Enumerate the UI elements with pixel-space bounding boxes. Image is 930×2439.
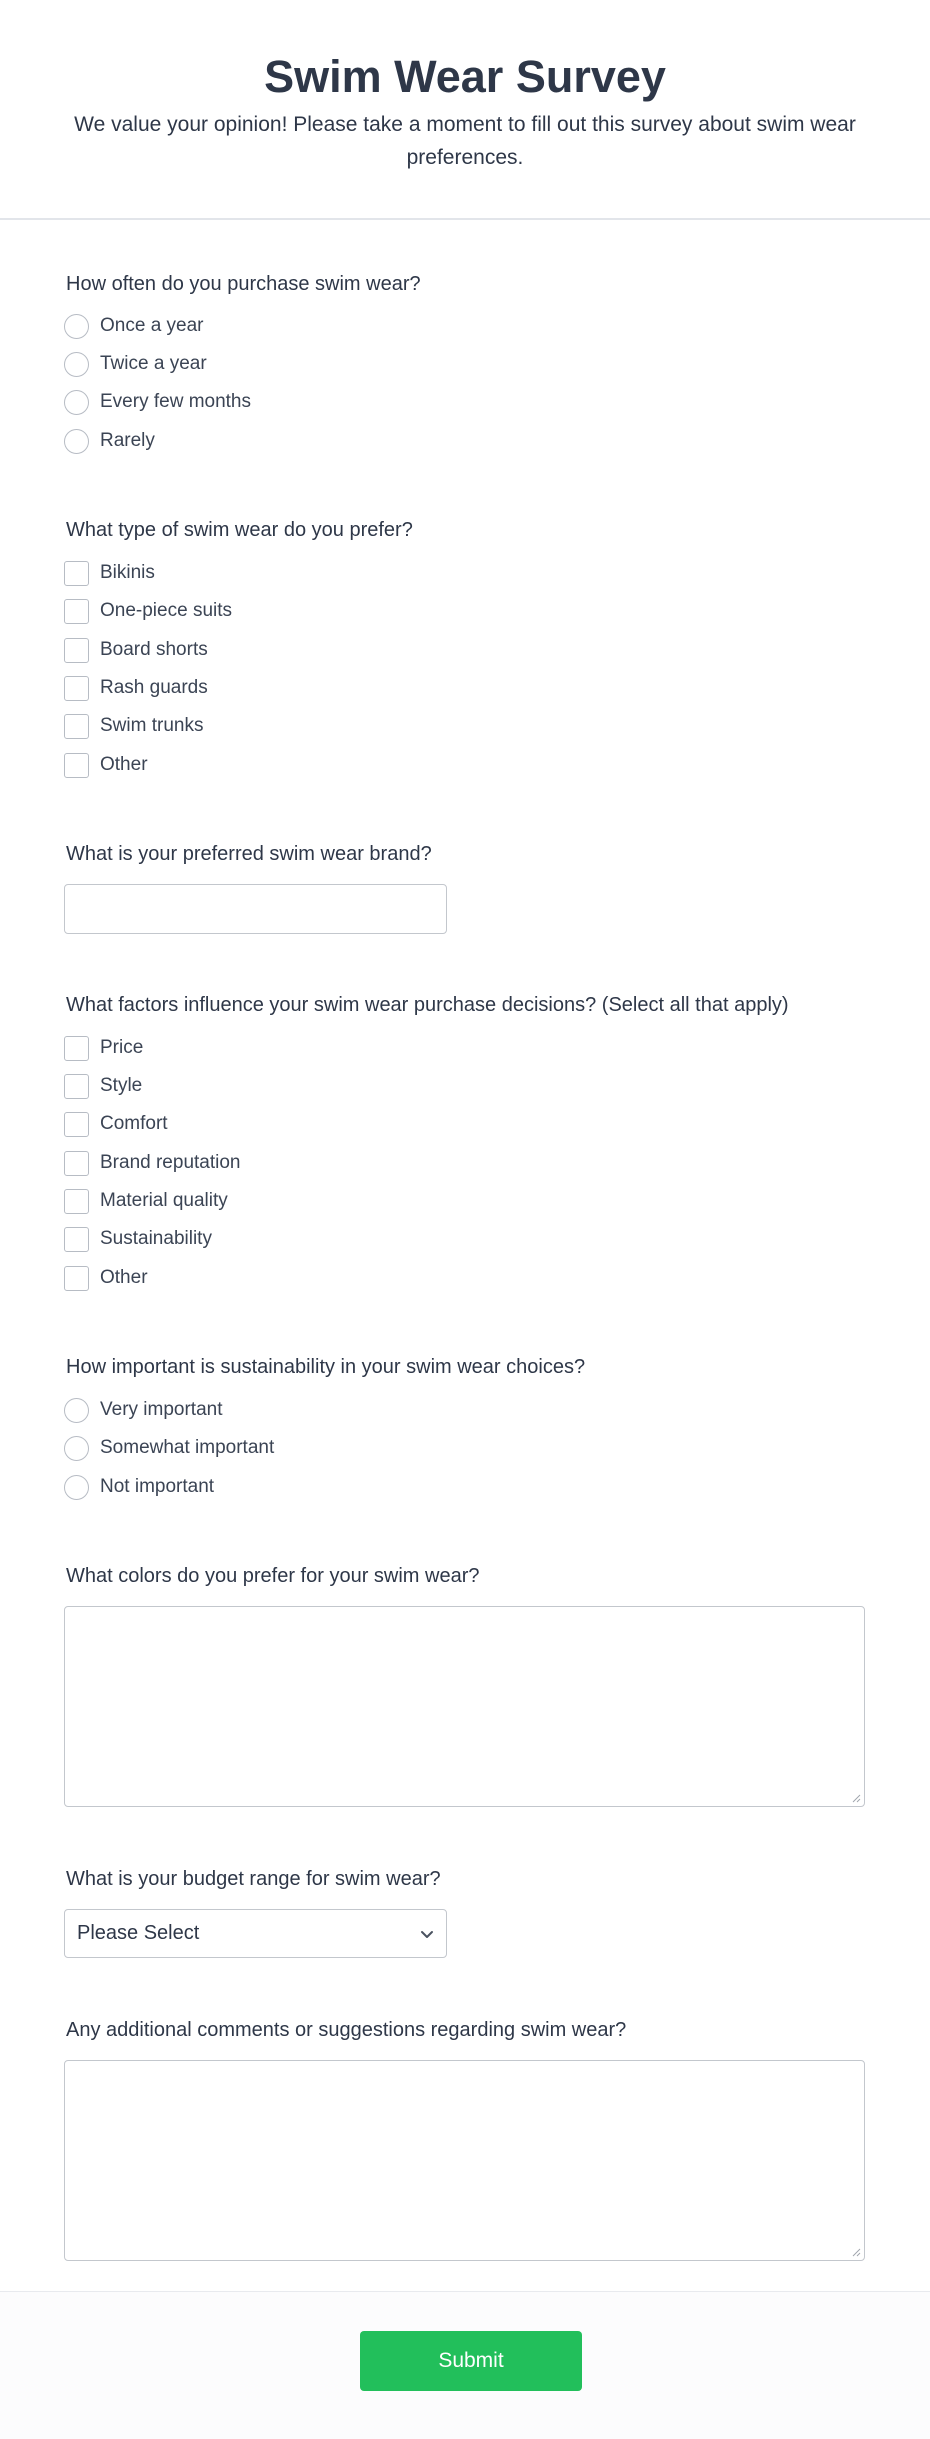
radio-option-twice-a-year[interactable] xyxy=(64,351,207,377)
question-frequency-label: How often do you purchase swim wear? xyxy=(66,273,421,295)
page-title: Swim Wear Survey xyxy=(264,51,666,102)
checkbox-option-board-shorts[interactable] xyxy=(64,637,208,663)
brand-input[interactable] xyxy=(64,884,447,934)
option-label: Every few months xyxy=(100,391,251,412)
checkbox-option-material-quality[interactable] xyxy=(64,1188,228,1214)
survey-header xyxy=(0,0,930,220)
option-label: Comfort xyxy=(100,1113,168,1134)
radio-option-very-important[interactable] xyxy=(64,1397,223,1423)
checkbox[interactable] xyxy=(64,1189,89,1214)
checkbox-option-brand-reputation[interactable] xyxy=(64,1150,241,1176)
checkbox[interactable] xyxy=(64,1036,89,1061)
checkbox[interactable] xyxy=(64,1266,89,1291)
option-label: Rash guards xyxy=(100,677,208,698)
checkbox[interactable] xyxy=(64,1074,89,1099)
radio-button[interactable] xyxy=(64,1436,89,1461)
option-label: Twice a year xyxy=(100,353,207,374)
radio-option-somewhat-important[interactable] xyxy=(64,1435,274,1461)
checkbox-option-price[interactable] xyxy=(64,1035,143,1061)
checkbox[interactable] xyxy=(64,638,89,663)
option-label: Sustainability xyxy=(100,1228,212,1249)
question-budget-label: What is your budget range for swim wear? xyxy=(66,1868,441,1890)
checkbox-option-comfort[interactable] xyxy=(64,1111,168,1137)
checkbox-option-other[interactable] xyxy=(64,752,148,778)
checkbox-option-bikinis[interactable] xyxy=(64,560,155,586)
checkbox[interactable] xyxy=(64,1227,89,1252)
option-label: Board shorts xyxy=(100,639,208,660)
checkbox-option-sustainability[interactable] xyxy=(64,1226,212,1252)
budget-select-value: Please Select xyxy=(77,1922,200,1944)
option-label: Style xyxy=(100,1075,143,1096)
radio-button[interactable] xyxy=(64,314,89,339)
question-colors-label: What colors do you prefer for your swim wear? xyxy=(66,1565,480,1587)
radio-button[interactable] xyxy=(64,352,89,377)
radio-button[interactable] xyxy=(64,429,89,454)
option-label: Price xyxy=(100,1037,144,1058)
checkbox-option-other[interactable] xyxy=(64,1265,148,1291)
budget-select[interactable] xyxy=(64,1909,447,1958)
option-label: Other xyxy=(100,1267,148,1288)
option-label: Bikinis xyxy=(100,562,155,583)
option-label: Brand reputation xyxy=(100,1152,241,1173)
option-label: Other xyxy=(100,754,148,775)
option-label: Very important xyxy=(100,1399,223,1420)
radio-option-every-few-months[interactable] xyxy=(64,389,251,415)
page-subtitle: We value your opinion! Please take a moment to fill out this survey about swim wear preferences. xyxy=(74,113,856,169)
option-label: Somewhat important xyxy=(100,1437,275,1458)
radio-button[interactable] xyxy=(64,390,89,415)
option-label: Rarely xyxy=(100,430,155,451)
resize-handle-icon[interactable] xyxy=(852,2248,861,2257)
radio-option-not-important[interactable] xyxy=(64,1474,214,1500)
radio-button[interactable] xyxy=(64,1398,89,1423)
checkbox-option-style[interactable] xyxy=(64,1073,142,1099)
radio-option-once-a-year[interactable] xyxy=(64,313,204,339)
radio-button[interactable] xyxy=(64,1475,89,1500)
comments-textarea[interactable] xyxy=(64,2060,865,2261)
form-footer xyxy=(0,2291,930,2439)
checkbox[interactable] xyxy=(64,561,89,586)
submit-button[interactable]: Submit xyxy=(360,2331,582,2391)
colors-textarea[interactable] xyxy=(64,1606,865,1807)
checkbox[interactable] xyxy=(64,1151,89,1176)
checkbox-option-swim-trunks[interactable] xyxy=(64,713,203,739)
option-label: Not important xyxy=(100,1476,215,1497)
checkbox[interactable] xyxy=(64,753,89,778)
question-type-label: What type of swim wear do you prefer? xyxy=(66,519,413,541)
resize-handle-icon[interactable] xyxy=(852,1794,861,1803)
question-factors-label: What factors influence your swim wear purchase decisions? (Select all that apply) xyxy=(66,994,789,1016)
question-sustainability-label: How important is sustainability in your swim wear choices? xyxy=(66,1356,586,1378)
checkbox[interactable] xyxy=(64,599,89,624)
question-brand-label: What is your preferred swim wear brand? xyxy=(66,843,432,865)
checkbox[interactable] xyxy=(64,1112,89,1137)
checkbox-option-rash-guards[interactable] xyxy=(64,675,208,701)
question-comments-label: Any additional comments or suggestions regarding swim wear? xyxy=(66,2019,627,2041)
option-label: Once a year xyxy=(100,315,204,336)
checkbox[interactable] xyxy=(64,714,89,739)
checkbox-option-one-piece-suits[interactable] xyxy=(64,598,232,624)
chevron-down-icon xyxy=(420,1927,434,1941)
option-label: Material quality xyxy=(100,1190,228,1211)
radio-option-rarely[interactable] xyxy=(64,428,155,454)
checkbox[interactable] xyxy=(64,676,89,701)
option-label: One-piece suits xyxy=(100,600,233,621)
option-label: Swim trunks xyxy=(100,715,204,736)
